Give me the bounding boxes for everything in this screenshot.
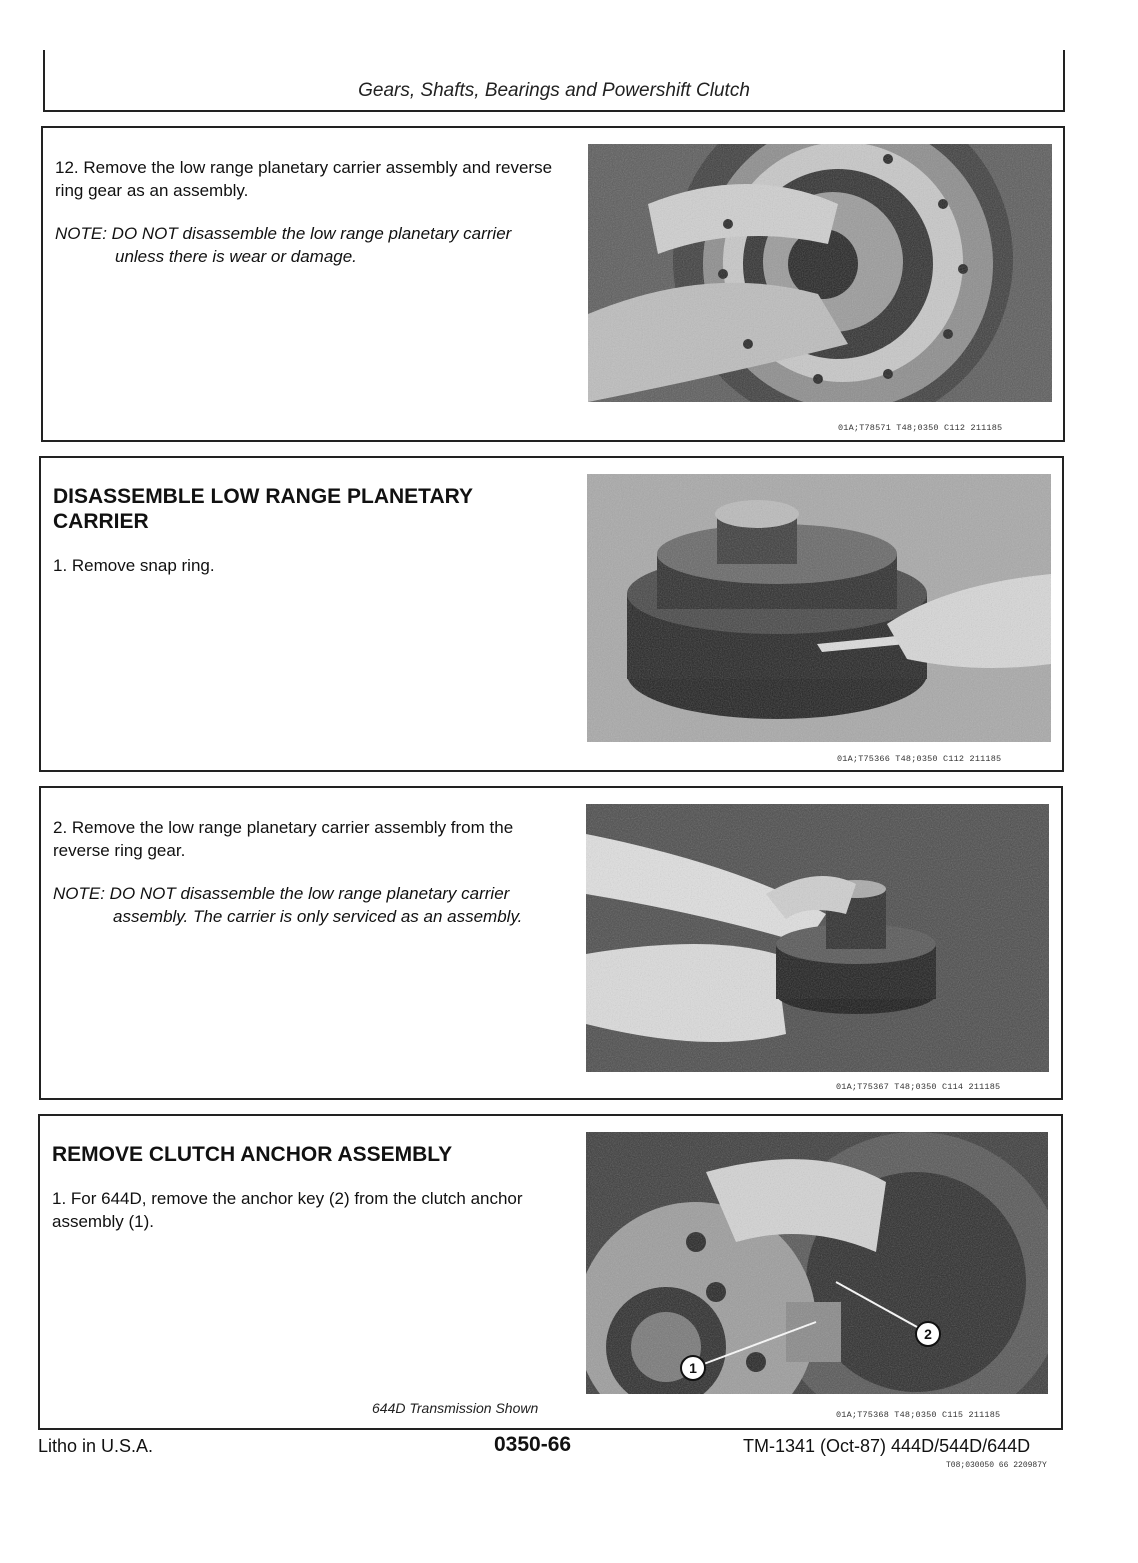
section-text: [53, 484, 558, 577]
photo-planetary-carrier-in-housing: [588, 144, 1052, 402]
section-remove-clutch-anchor-assembly: [38, 1114, 1063, 1430]
note-text: NOTE: DO NOT disassemble the low range planetary carrier assembly. The carrier is only serviced as an assembly.: [53, 884, 523, 926]
section-text: [52, 1142, 557, 1233]
figure-caption: 644D Transmission Shown: [372, 1400, 539, 1416]
figure-reference: 01A;T75367 T48;0350 C114 211185: [836, 1082, 1001, 1092]
step-text: 2. Remove the low range planetary carrier assembly from the reverse ring gear.: [53, 818, 514, 860]
figure-reference: 01A;T78571 T48;0350 C112 211185: [838, 423, 1003, 433]
section-heading: REMOVE CLUTCH ANCHOR ASSEMBLY: [52, 1143, 453, 1166]
step-text: 12. Remove the low range planetary carrier assembly and reverse ring gear as an assembly.: [55, 158, 553, 200]
section-heading: DISASSEMBLE LOW RANGE PLANETARY CARRIER: [53, 485, 473, 533]
photo-clutch-anchor-assembly: [586, 1132, 1048, 1394]
photo-remove-snap-ring: [587, 474, 1051, 742]
header-title: Gears, Shafts, Bearings and Powershift Clutch: [358, 80, 750, 101]
page-header: [43, 50, 1065, 112]
note-text: NOTE: DO NOT disassemble the low range planetary carrier unless there is wear or damage.: [55, 224, 512, 266]
figure-reference: 01A;T75366 T48;0350 C112 211185: [837, 754, 1002, 764]
photo-lift-carrier-from-ring-gear: [586, 804, 1049, 1072]
section-remove-carrier-and-ring-gear: [41, 126, 1065, 442]
callout-1: [681, 1356, 705, 1380]
footer-litho: Litho in U.S.A.: [38, 1436, 154, 1456]
step-text: 1. For 644D, remove the anchor key (2) from the clutch anchor assembly (1).: [52, 1189, 523, 1231]
figure-reference: 01A;T75368 T48;0350 C115 211185: [836, 1410, 1001, 1420]
page-number: 0350-66: [494, 1433, 572, 1456]
footer-manual-id: TM-1341 (Oct-87) 444D/544D/644D: [743, 1436, 1031, 1456]
section-remove-carrier-from-ring-gear: [39, 786, 1063, 1100]
step-text: 1. Remove snap ring.: [53, 556, 215, 575]
section-text: [53, 816, 558, 928]
section-text: [55, 156, 560, 268]
callout-1-label: 1: [689, 1360, 697, 1376]
callout-2: [916, 1322, 940, 1346]
footer-code: T08;030050 66 220987Y: [946, 1461, 1047, 1470]
section-disassemble-low-range-planetary-carrier: [39, 456, 1064, 772]
callout-2-label: 2: [924, 1326, 932, 1342]
